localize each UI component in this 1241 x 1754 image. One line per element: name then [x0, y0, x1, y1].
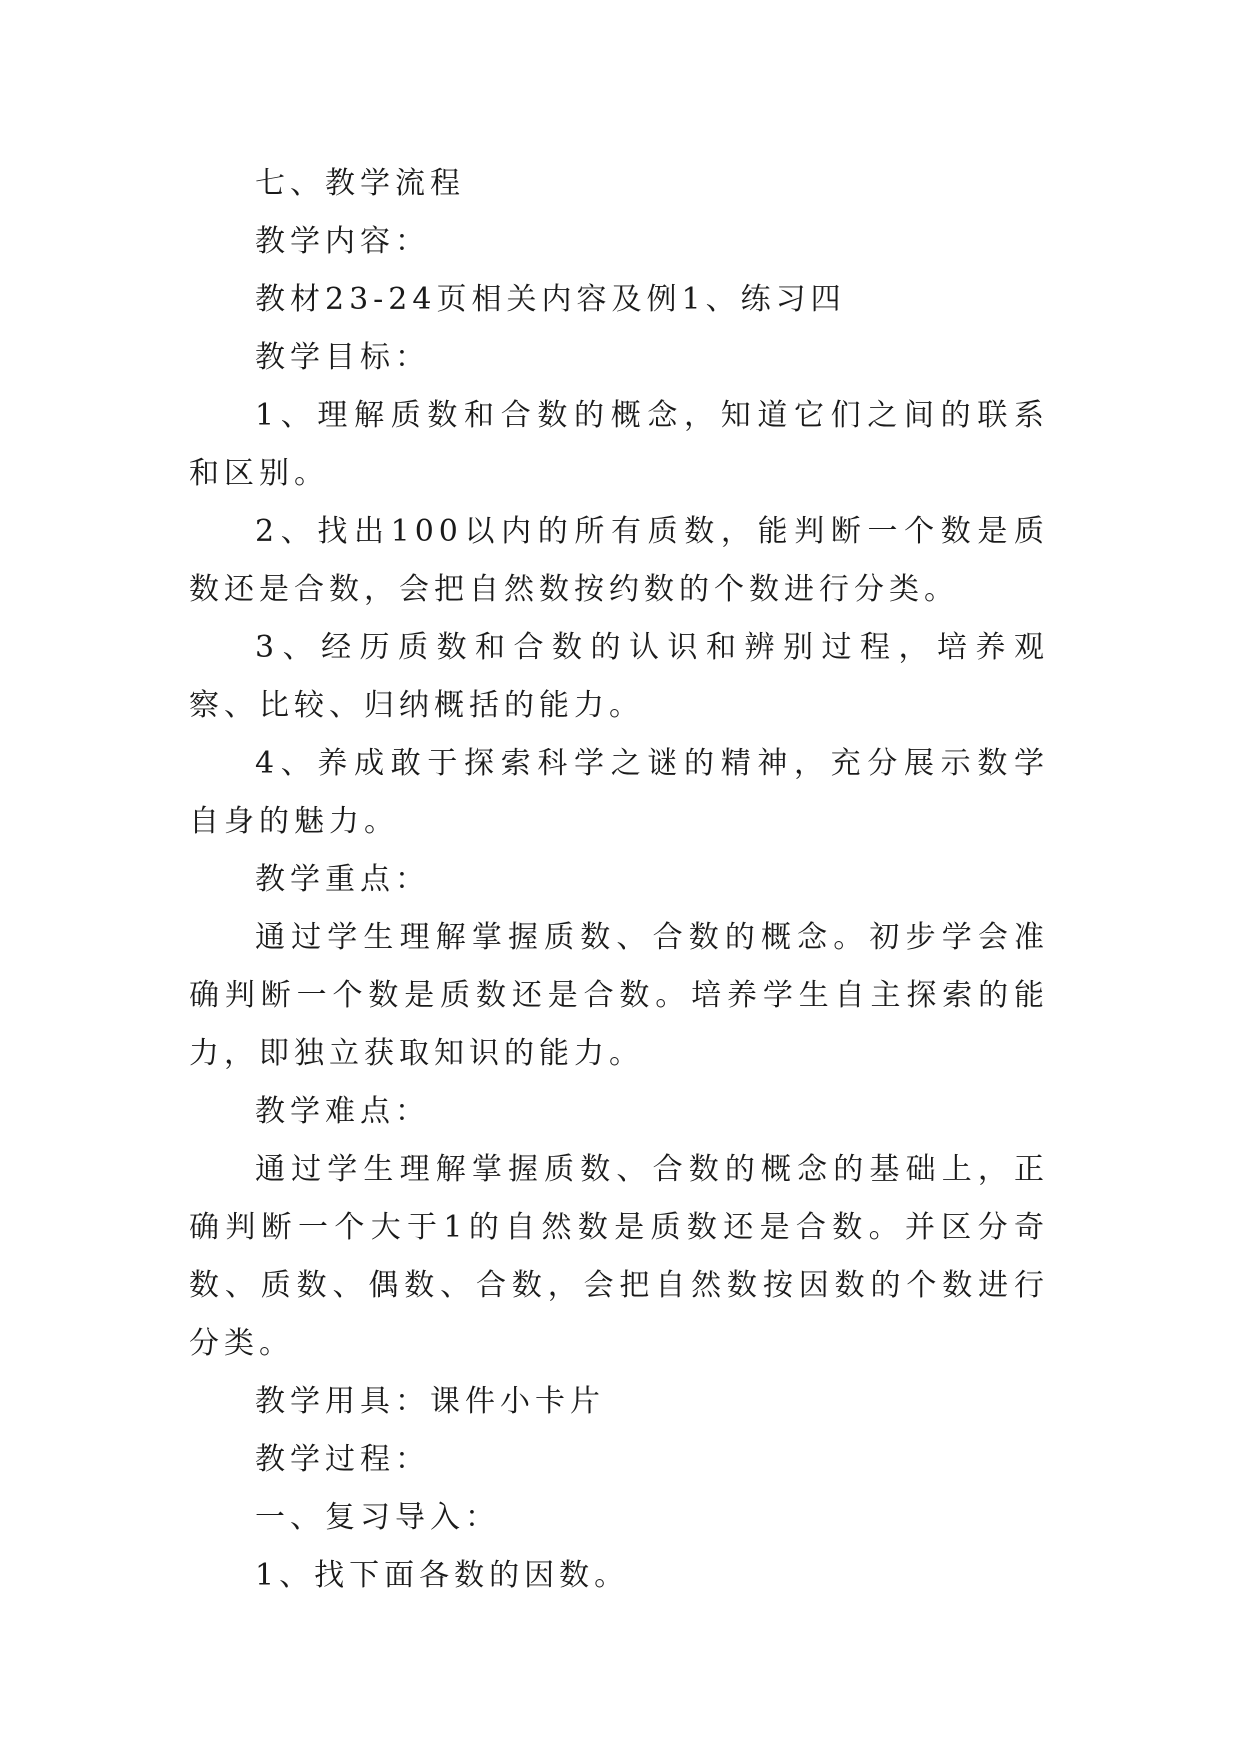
label-key-points: 教学重点：: [255, 862, 430, 897]
label-teaching-goals: 教学目标：: [255, 340, 430, 375]
label-difficulties: 教学难点：: [255, 1094, 430, 1129]
teaching-tools: 教学用具：课件小卡片: [255, 1384, 605, 1419]
section-heading: 七、教学流程: [255, 166, 465, 201]
teaching-content-text: 教材23-24页相关内容及例1、练习四: [255, 282, 846, 317]
goal-item-4: 4、养成敢于探索科学之谜的精神，充分展示数学自身的魅力。: [189, 746, 1049, 839]
label-teaching-content: 教学内容：: [255, 224, 430, 259]
label-teaching-process: 教学过程：: [255, 1442, 430, 1477]
difficulties-text: 通过学生理解掌握质数、合数的概念的基础上，正确判断一个大于1的自然数是质数还是合数。并区分奇数、质数、偶数、合数，会把自然数按因数的个数进行分类。: [189, 1152, 1049, 1361]
goal-item-1: 1、理解质数和合数的概念，知道它们之间的联系和区别。: [189, 398, 1049, 491]
goal-item-2: 2、找出100以内的所有质数，能判断一个数是质数还是合数，会把自然数按约数的个数进行分类。: [189, 514, 1049, 607]
goal-item-3: 3、经历质数和合数的认识和辨别过程，培养观察、比较、归纳概括的能力。: [189, 630, 1049, 723]
document-body: [189, 155, 1049, 1605]
key-points-text: 通过学生理解掌握质数、合数的概念。初步学会准确判断一个数是质数还是合数。培养学生自主探索的能力，即独立获取知识的能力。: [189, 920, 1049, 1071]
step-heading-review: 一、复习导入：: [255, 1500, 500, 1535]
step-item-1: 1、找下面各数的因数。: [255, 1558, 630, 1593]
